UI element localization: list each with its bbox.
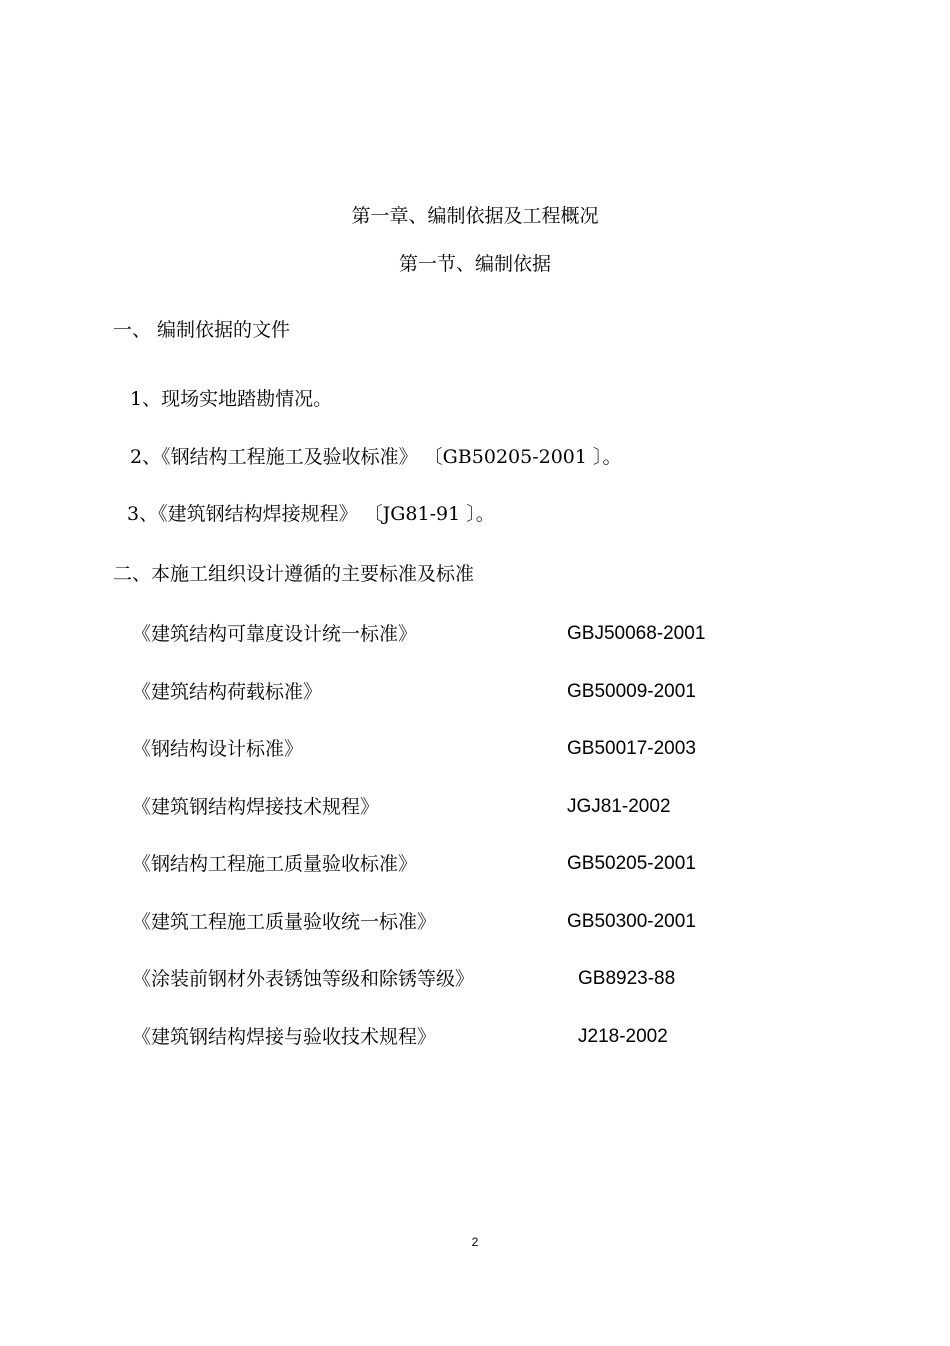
section-title: 第一节、编制依据 <box>398 253 551 275</box>
standard-title: 《钢结构设计标准》 <box>132 738 304 760</box>
standard-title: 《建筑钢结构焊接技术规程》 <box>132 796 380 818</box>
basis-item-3: 3、《建筑钢结构焊接规程》 〔JG81-91 〕。 <box>127 503 495 525</box>
standard-code: GB50017-2003 <box>567 738 696 759</box>
standard-title: 《建筑结构可靠度设计统一标准》 <box>132 623 418 645</box>
standard-code: J218-2002 <box>578 1026 668 1047</box>
standard-title: 《建筑钢结构焊接与验收技术规程》 <box>132 1026 437 1048</box>
standard-code: GB50300-2001 <box>567 911 696 932</box>
standard-title: 《建筑工程施工质量验收统一标准》 <box>132 911 437 933</box>
standard-code: GBJ50068-2001 <box>567 623 706 644</box>
chapter-title: 第一章、编制依据及工程概况 <box>351 205 599 227</box>
part2-heading: 二、本施工组织设计遵循的主要标准及标准 <box>113 563 475 585</box>
standard-code: JGJ81-2002 <box>567 796 671 817</box>
standard-code: GB50205-2001 <box>567 853 696 874</box>
part1-heading: 一、 编制依据的文件 <box>113 319 291 341</box>
standard-code: GB50009-2001 <box>567 681 696 702</box>
standard-title: 《钢结构工程施工质量验收标准》 <box>132 853 418 875</box>
page-number: 2 <box>471 1235 479 1249</box>
basis-item-2: 2、《钢结构工程施工及验收标准》 〔GB50205-2001 〕。 <box>130 446 622 468</box>
standard-title: 《涂装前钢材外表锈蚀等级和除锈等级》 <box>132 968 475 990</box>
standard-code: GB8923-88 <box>578 968 676 989</box>
basis-item-1: 1、现场实地踏勘情况。 <box>130 388 333 410</box>
standard-title: 《建筑结构荷载标准》 <box>132 681 323 703</box>
